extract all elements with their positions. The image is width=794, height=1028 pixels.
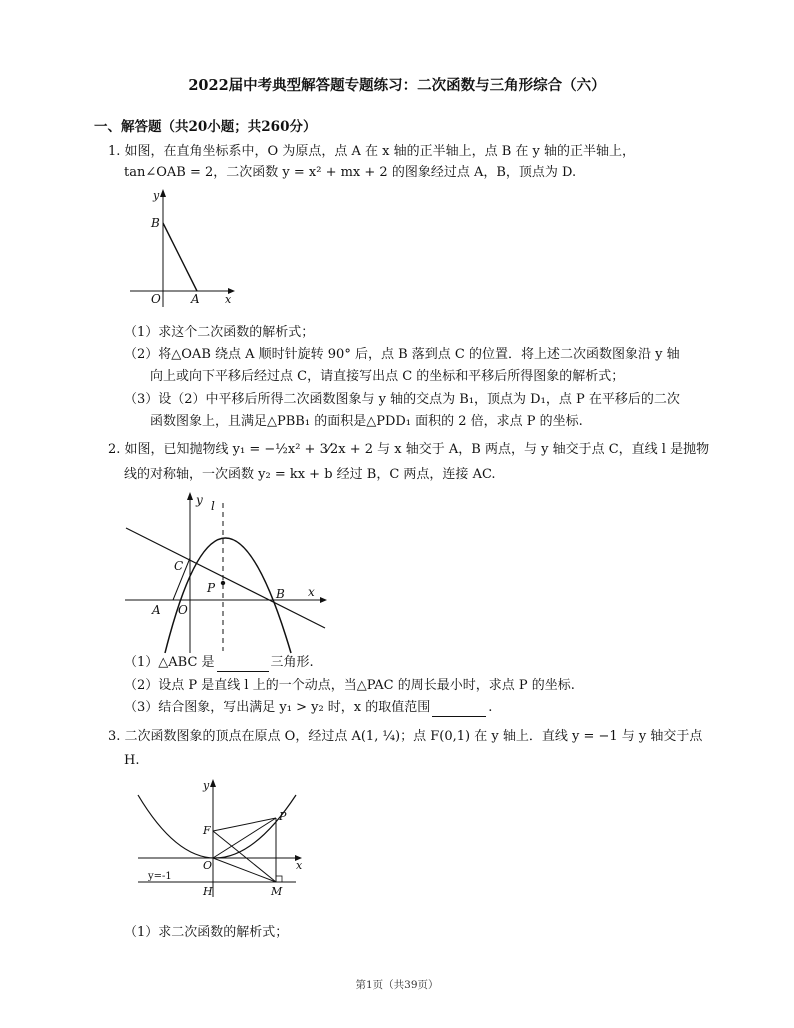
q1-label-y: y bbox=[153, 189, 160, 202]
q2-label-p: P bbox=[207, 581, 216, 595]
q3-label-f: F bbox=[203, 824, 211, 837]
q1-label-x: x bbox=[225, 293, 232, 306]
q1-y-arrow bbox=[160, 189, 166, 197]
q2-figure bbox=[120, 488, 335, 653]
section-heading: 一、解答题（共20小题；共260分） bbox=[94, 119, 317, 135]
q1-label-o: O bbox=[151, 292, 161, 306]
q2-label-y: y bbox=[196, 493, 203, 507]
q2-label-c: C bbox=[174, 559, 184, 573]
q2-label-b: B bbox=[276, 587, 285, 601]
q2-part-1-suffix: 三角形. bbox=[270, 655, 314, 670]
q2-label-o: O bbox=[178, 603, 188, 617]
q1-part-3-line-1: （3）设（2）中平移后所得二次函数图象与 y 轴的交点为 B₁，顶点为 D₁，点 P 在平移后的二次 bbox=[124, 392, 680, 407]
q3-right-angle-mark bbox=[276, 876, 282, 882]
q2-y-arrow bbox=[187, 492, 193, 500]
q3-label-o: O bbox=[203, 859, 213, 872]
q2-label-x: x bbox=[308, 585, 315, 599]
q1-part-2-line-2: 向上或向下平移后经过点 C，请直接写出点 C 的坐标和平移后所得图象的解析式； bbox=[150, 369, 625, 384]
q1-label-b: B bbox=[151, 216, 160, 230]
q2-parabola bbox=[165, 538, 291, 653]
q2-part-3-prefix: （3）结合图象，写出满足 y₁ > y₂ 时，x 的取值范围 bbox=[124, 700, 431, 715]
q2-part-3 bbox=[124, 699, 492, 717]
q3-figure bbox=[130, 775, 315, 900]
q3-stem-line-2: H. bbox=[124, 753, 140, 768]
q2-part-3-blank bbox=[432, 702, 486, 717]
q3-segment-om bbox=[213, 858, 276, 882]
q2-stem-line-2: 线的对称轴，一次函数 y₂ = kx + b 经过 B，C 两点，连接 AC. bbox=[124, 467, 496, 482]
q3-label-m: M bbox=[271, 885, 283, 898]
q3-label-p: P bbox=[279, 810, 287, 823]
q2-part-1 bbox=[124, 654, 314, 672]
q1-part-2-line-1: （2）将△OAB 绕点 A 顺时针旋转 90° 后，点 B 落到点 C 的位置．将上述二次函数图象沿 y 轴 bbox=[124, 347, 680, 362]
q2-part-1-prefix: （1）△ABC 是 bbox=[124, 655, 215, 670]
q1-figure bbox=[125, 185, 245, 310]
q1-part-1: （1）求这个二次函数的解析式； bbox=[124, 325, 315, 340]
q2-part-2: （2）设点 P 是直线 l 上的一个动点，当△PAC 的周长最小时，求点 P 的坐标. bbox=[124, 678, 575, 693]
q1-part-3-line-2: 函数图象上，且满足△PBB₁ 的面积是△PDD₁ 面积的 2 倍，求点 P 的坐标. bbox=[150, 414, 583, 429]
q3-y-arrow bbox=[210, 779, 216, 787]
page-footer: 第1页（共39页） bbox=[355, 979, 439, 991]
q2-label-l: l bbox=[211, 499, 215, 513]
q3-part-1: （1）求二次函数的解析式； bbox=[124, 925, 289, 940]
q1-stem-line-1: 1. 如图，在直角坐标系中，O 为原点，点 A 在 x 轴的正半轴上，点 B 在 y 轴的正半轴上， bbox=[108, 144, 636, 159]
q2-part-3-suffix: . bbox=[488, 700, 493, 715]
q2-point-p bbox=[221, 581, 225, 585]
q1-stem-line-2: tan∠OAB = 2，二次函数 y = x² + mx + 2 的图象经过点 A，B，顶点为 D. bbox=[124, 165, 577, 180]
q2-part-1-blank bbox=[217, 657, 269, 672]
q3-parabola bbox=[138, 795, 296, 858]
q3-label-h: H bbox=[203, 885, 213, 898]
q2-label-a: A bbox=[152, 603, 161, 617]
q2-x-arrow bbox=[320, 597, 327, 603]
q3-label-y: y bbox=[203, 779, 210, 792]
q3-stem-line-1: 3. 二次函数图象的顶点在原点 O，经过点 A(1, ¼)；点 F(0,1) 在 y 轴上．直线 y = −1 与 y 轴交于点 bbox=[108, 729, 703, 744]
page-title: 2022届中考典型解答题专题练习：二次函数与三角形综合（六） bbox=[188, 77, 606, 94]
q1-segment-ab bbox=[163, 223, 197, 291]
q3-label-x: x bbox=[296, 859, 303, 872]
q2-stem-line-1: 2. 如图，已知抛物线 y₁ = −½x² + 3⁄2x + 2 与 x 轴交于 A，B 两点，与 y 轴交于点 C，直线 l 是抛物 bbox=[108, 442, 710, 457]
q3-label-line: y=-1 bbox=[148, 871, 172, 882]
q1-label-a: A bbox=[191, 292, 200, 306]
q3-segment-fm bbox=[213, 831, 276, 882]
